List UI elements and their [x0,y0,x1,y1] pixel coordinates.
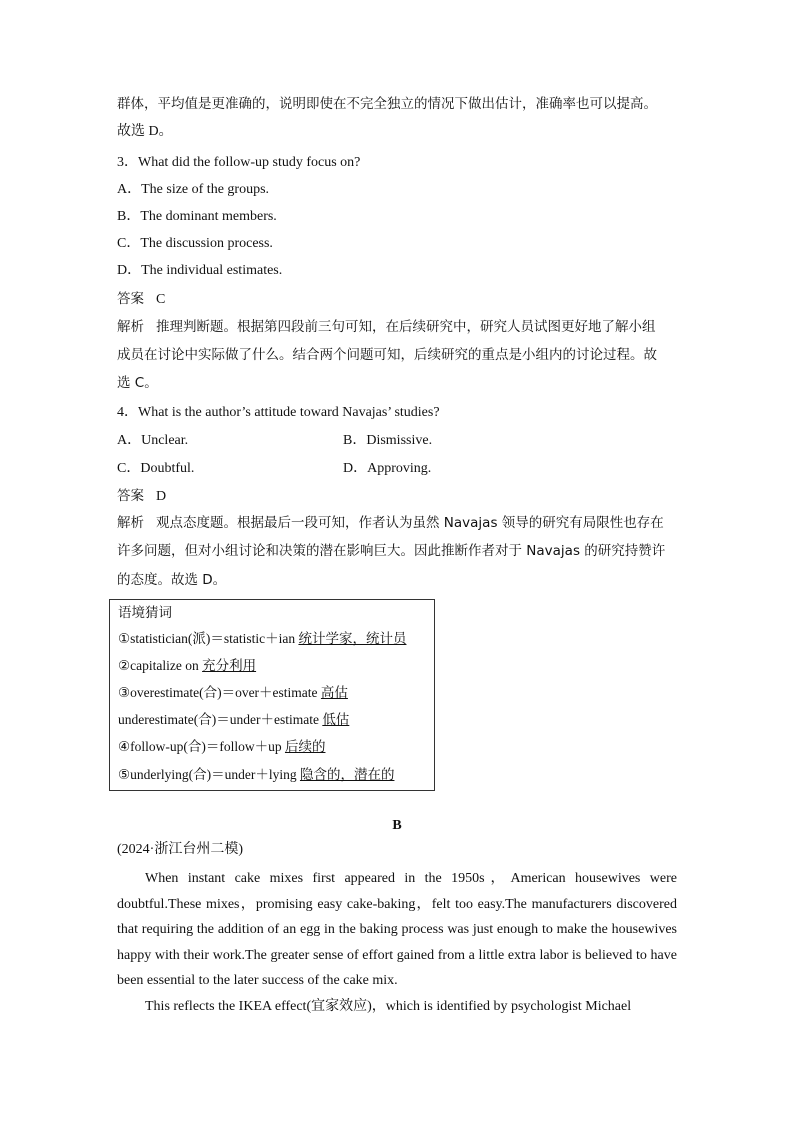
question-4-option-c: C．Doubtful. [117,461,195,476]
passage-paragraph-2: This reflects the IKEA effect(宜家效应)，which is identified by psychologist Michael [145,999,632,1014]
question-3-answer [117,290,165,309]
question-3-option-d: D．The individual estimates. [117,263,283,278]
question-4-stem: 4．What is the author’s attitude toward Navajas’ studies? [117,405,440,420]
question-3-analysis-line-1 [117,318,656,336]
question-3-option-c: C．The discussion process. [117,236,273,251]
question-4-option-a: A．Unclear. [117,433,189,448]
answer-label: 答案 [117,488,144,504]
question-4-analysis-line-3: 的态度。故选 D。 [117,572,227,588]
answer-value: D [156,489,167,504]
vocab-item [118,766,394,784]
vocab-item [118,657,256,675]
passage-paragraph-1: When instant cake mixes first appeared in the 1950s，American housewives were doubtful.These mixes，promising easy cake-baking，felt too easy.The manufacturers discovered that requiring the addition of an egg in the baking process was just enough to make the housewives happy with their work.The greater sense of effort gained from a little extra labor is believed to have been essential to the later success of the cake mix. [117,871,677,988]
vocab-item [118,684,348,702]
question-3-option-a: A．The size of the groups. [117,182,270,197]
vocab-formula: ④follow-up(合)＝follow＋up [118,739,285,754]
vocab-meaning: 高估 [320,685,348,701]
analysis-label: 解析 [117,319,144,335]
vocab-meaning: 低估 [322,712,350,728]
vocab-meaning: 后续的 [284,739,326,755]
analysis-text: 观点态度题。根据最后一段可知，作者认为虽然 Navajas 领导的研究有局限性也存在 [156,515,664,531]
vocab-meaning: 统计学家，统计员 [298,631,407,647]
vocab-meaning: 隐含的，潜在的 [299,767,395,783]
vocab-item [118,630,406,648]
section-source: (2024·浙江台州二模) [117,842,243,857]
question-4-analysis-line-2: 许多问题，但对小组讨论和决策的潜在影响巨大。因此推断作者对于 Navajas 的研究持赞许 [117,543,666,559]
question-4-analysis-line-1 [117,514,664,532]
top-paragraph-line-2: 故选 D。 [117,124,173,139]
answer-label: 答案 [117,291,144,307]
question-3-option-b: B．The dominant members. [117,209,277,224]
vocab-formula: ②capitalize on [118,658,203,673]
question-3-analysis-line-2: 成员在讨论中实际做了什么。结合两个问题可知，后续研究的重点是小组内的讨论过程。故 [117,347,657,363]
analysis-text: 推理判断题。根据第四段前三句可知，在后续研究中，研究人员试图更好地了解小组 [156,319,656,335]
vocab-formula: ⑤underlying(合)＝under＋lying [118,767,300,782]
vocab-formula: ①statistician(派)＝statistic＋ian [118,631,299,646]
vocab-formula: underestimate(合)＝under＋estimate [118,712,323,727]
vocab-box [109,599,435,791]
section-heading: B [392,818,402,833]
vocab-box-title: 语境猜词 [118,605,172,621]
question-4-option-b: B．Dismissive. [343,433,433,448]
question-3-analysis-line-3: 选 C。 [117,375,158,391]
question-3-stem: 3．What did the follow-up study focus on? [117,155,361,170]
answer-value: C [156,292,166,307]
vocab-item [118,711,349,729]
analysis-label: 解析 [117,515,144,531]
top-paragraph-line-1: 群体，平均值是更准确的，说明即使在不完全独立的情况下做出估计，准确率也可以提高。 [117,96,657,112]
vocab-formula: ③overestimate(合)＝over＋estimate [118,685,321,700]
question-4-answer [117,487,166,506]
vocab-meaning: 充分利用 [202,658,257,674]
question-4-option-d: D．Approving. [343,461,432,476]
vocab-item [118,738,325,756]
